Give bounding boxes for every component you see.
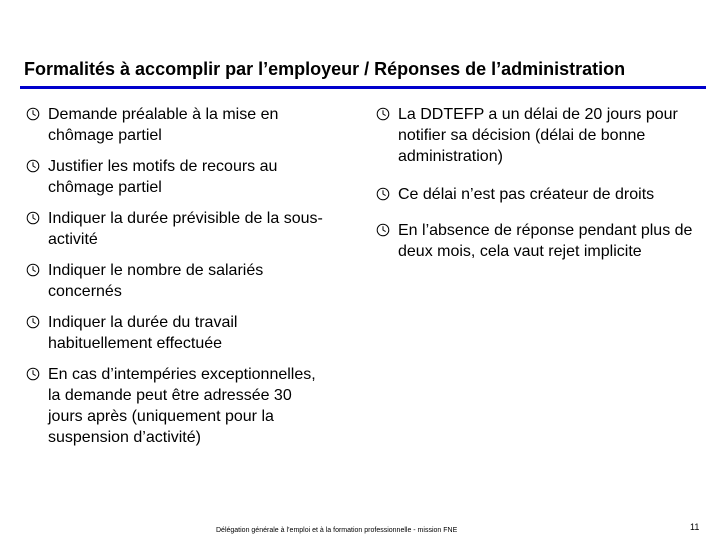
- clock-icon: [26, 263, 40, 277]
- list-item: [26, 208, 326, 250]
- list-item: [376, 184, 696, 205]
- clock-icon: [26, 315, 40, 329]
- right-column: [376, 104, 696, 262]
- clock-icon: [26, 159, 40, 173]
- list-item-text: Indiquer le nombre de salariés concernés: [48, 262, 264, 300]
- page-number: 11: [690, 522, 700, 532]
- list-item-text: En cas d’intempéries exceptionnelles, la demande peut être adressée 30 jours après (uniquement pour la suspension d’activité): [48, 366, 316, 446]
- list-item: [26, 312, 326, 354]
- list-item-text: Justifier les motifs de recours au chômage partiel: [48, 158, 278, 196]
- clock-icon: [26, 107, 40, 121]
- list-item: [26, 364, 326, 448]
- clock-icon: [376, 187, 390, 201]
- list-item-text: La DDTEFP a un délai de 20 jours pour notifier sa décision (délai de bonne administration): [398, 106, 678, 165]
- clock-icon: [26, 367, 40, 381]
- clock-icon: [376, 223, 390, 237]
- list-item-text: Ce délai n’est pas créateur de droits: [398, 186, 655, 203]
- list-item-text: Demande préalable à la mise en chômage partiel: [48, 106, 279, 144]
- list-item: [376, 220, 696, 262]
- footer-text: Délégation générale à l’emploi et à la formation professionnelle - mission FNE: [216, 527, 458, 534]
- list-item: [26, 104, 326, 146]
- list-item: [26, 156, 326, 198]
- left-column: [26, 104, 326, 448]
- slide-title: Formalités à accomplir par l’employeur / Réponses de l’administration: [24, 59, 626, 79]
- clock-icon: [376, 107, 390, 121]
- list-item-text: Indiquer la durée du travail habituellement effectuée: [48, 314, 238, 352]
- list-item: [26, 260, 326, 302]
- list-item-text: En l’absence de réponse pendant plus de deux mois, cela vaut rejet implicite: [398, 222, 693, 260]
- list-item: [376, 104, 696, 167]
- list-item-text: Indiquer la durée prévisible de la sous-activité: [48, 210, 323, 248]
- clock-icon: [26, 211, 40, 225]
- title-divider: [20, 86, 706, 89]
